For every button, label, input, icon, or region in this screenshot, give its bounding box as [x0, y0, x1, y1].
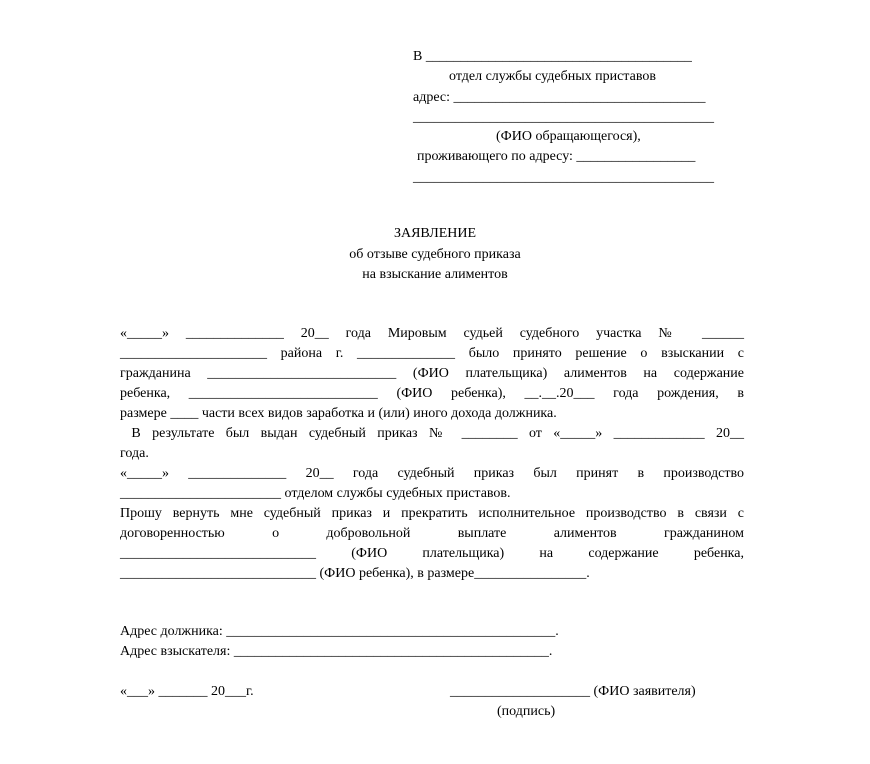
blank-line: ___________________________________________ [413, 110, 714, 125]
residing-line: проживающего по адресу: _________________ [417, 149, 696, 164]
body-line: _______________________ отделом службы судебных приставов. [120, 486, 511, 501]
body-line: «_____» ______________ 20__ года судебный приказ был принят в производство [120, 466, 744, 481]
debtor-address-line: Адрес должника: _______________________________________________. [120, 624, 559, 639]
body-line: В результате был выдан судебный приказ № ________ от «_____» _____________ 20__ [120, 426, 744, 441]
body-line: ____________________________ (ФИО ребенка), в размере________________. [120, 566, 590, 581]
creditor-address-line: Адрес взыскателя: _____________________________________________. [120, 644, 553, 659]
blank-line-2: ___________________________________________ [413, 170, 714, 185]
body-line: _____________________ района г. ______________ было принято решение о взыскании с [120, 346, 744, 361]
body-line: Прошу вернуть мне судебный приказ и прекратить исполнительное производство в связи с [120, 506, 744, 521]
addressee-to-line: В ______________________________________ [413, 49, 692, 64]
department-label: отдел службы судебных приставов [449, 69, 656, 84]
body-line: гражданина ___________________________ (ФИО плательщика) алиментов на содержание [120, 366, 744, 381]
document-subtitle-1: об отзыве судебного приказа [349, 247, 521, 262]
body-line: размере ____ части всех видов заработка и (или) иного дохода должника. [120, 406, 557, 421]
address-line: адрес: ____________________________________ [413, 90, 706, 105]
date-line: «___» _______ 20___г. [120, 684, 254, 699]
body-line: «_____» ______________ 20__ года Мировым судьей судебного участка № ______ [120, 326, 744, 341]
document-subtitle-2: на взыскание алиментов [362, 267, 508, 282]
body-line: договоренностью о добровольной выплате алиментов гражданином [120, 526, 744, 541]
body-line: года. [120, 446, 149, 461]
body-line: ребенка, ___________________________ (ФИО ребенка), __.__.20___ года рождения, в [120, 386, 744, 401]
applicant-label: (ФИО обращающегося), [496, 129, 641, 144]
body-line: ____________________________ (ФИО плательщика) на содержание ребенка, [120, 546, 744, 561]
signature-label: (подпись) [497, 704, 556, 719]
document-title: ЗАЯВЛЕНИЕ [393, 226, 477, 241]
signature-line: ____________________ (ФИО заявителя) [450, 684, 696, 699]
